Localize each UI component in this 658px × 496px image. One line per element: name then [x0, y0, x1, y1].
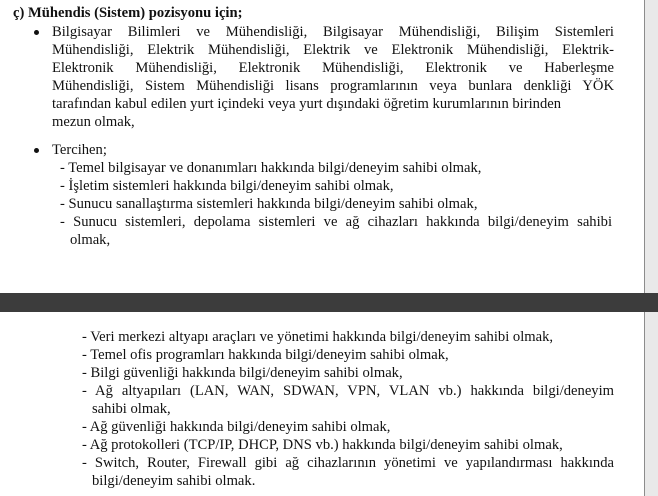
preference-item: - Temel ofis programları hakkında bilgi/deneyim sahibi olmak,: [82, 347, 449, 363]
bullet1-line-3: Elektronik Mühendisliği, Elektronik Mühendisliği, Elektronik ve Haberleşme: [52, 60, 614, 76]
preference-item: - Temel bilgisayar ve donanımları hakkında bilgi/deneyim sahibi olmak,: [60, 160, 482, 176]
bullet1-line-6: mezun olmak,: [52, 114, 135, 130]
preference-item: - Veri merkezi altyapı araçları ve yönetimi hakkında bilgi/deneyim sahibi olmak,: [82, 329, 554, 345]
preference-item-continuation: bilgi/deneyim sahibi olmak.: [92, 473, 256, 489]
preference-item: - Bilgi güvenliği hakkında bilgi/deneyim sahibi olmak,: [82, 365, 403, 381]
page-edge: [644, 0, 658, 293]
preference-item: - Sunucu sanallaştırma sistemleri hakkında bilgi/deneyim sahibi olmak,: [60, 196, 478, 212]
preference-item: - İşletim sistemleri hakkında bilgi/deneyim sahibi olmak,: [60, 178, 394, 194]
preference-item-continuation: olmak,: [70, 232, 111, 248]
preference-item-continuation: sahibi olmak,: [92, 401, 171, 417]
bullet1-line-1: Bilgisayar Bilimleri ve Mühendisliği, Bilgisayar Mühendisliği, Bilişim Sistemleri: [52, 24, 614, 40]
preference-item: - Ağ altyapıları (LAN, WAN, SDWAN, VPN, VLAN vb.) hakkında bilgi/deneyim: [82, 383, 614, 399]
document-page-2: [0, 312, 645, 496]
preference-item: - Sunucu sistemleri, depolama sistemleri ve ağ cihazları hakkında bilgi/deneyim sahibi: [60, 214, 612, 230]
preference-item: - Switch, Router, Firewall gibi ağ cihazlarının yönetimi ve yapılandırması hakkında: [82, 455, 614, 471]
preference-item: - Ağ güvenliği hakkında bilgi/deneyim sahibi olmak,: [82, 419, 391, 435]
preferences-label: Tercihen;: [52, 142, 107, 158]
page-edge: [644, 312, 658, 496]
bullet-icon: [34, 148, 39, 153]
bullet1-line-5: tarafından kabul edilen yurt içindeki veya yurt dışındaki öğretim kurumlarının birinden: [52, 96, 562, 112]
bullet1-line-2: Mühendisliği, Elektrik Mühendisliği, Elektrik ve Elektronik Mühendisliği, Elektrik-: [52, 42, 614, 58]
bullet-icon: [34, 30, 39, 35]
preference-item: - Ağ protokolleri (TCP/IP, DHCP, DNS vb.) hakkında bilgi/deneyim sahibi olmak,: [82, 437, 563, 453]
bullet1-line-4: Mühendisliği, Sistem Mühendisliği lisans programlarının veya bunlara denkliği YÖK: [52, 78, 614, 94]
section-heading: ç) Mühendis (Sistem) pozisyonu için;: [13, 5, 243, 21]
